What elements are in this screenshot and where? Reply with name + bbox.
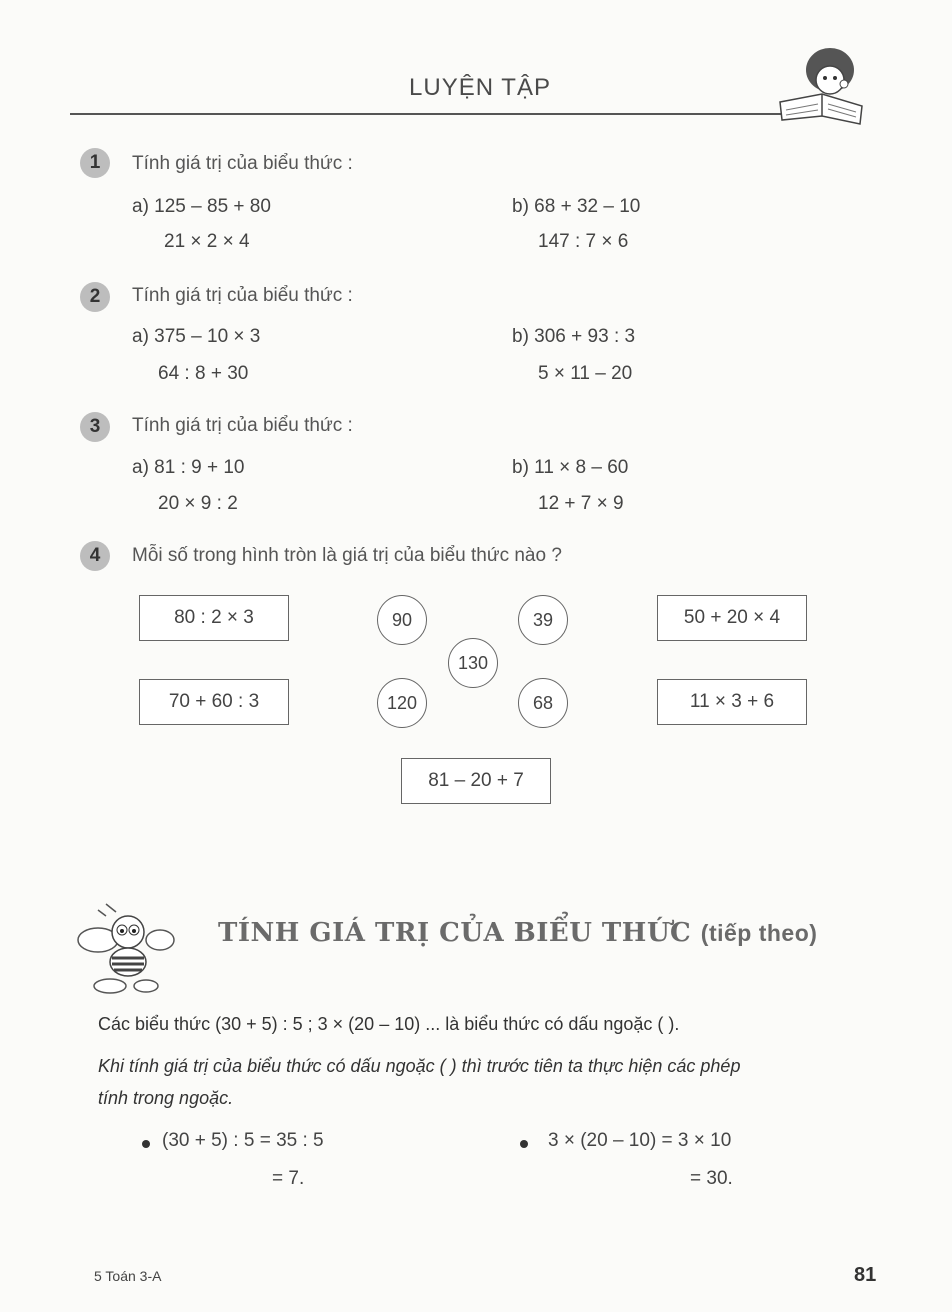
example-1-line1: (30 + 5) : 5 = 35 : 5 (162, 1130, 324, 1151)
expression-box: 50 + 20 × 4 (657, 595, 807, 641)
exercise-2b-line2: 5 × 11 – 20 (538, 363, 633, 384)
exercise-2a-line2: 64 : 8 + 30 (158, 363, 249, 384)
expression-box: 81 – 20 + 7 (401, 758, 551, 804)
exercise-1b-line1: b) 68 + 32 – 10 (512, 196, 641, 217)
reading-child-illustration (772, 36, 872, 136)
value-circle: 90 (377, 595, 427, 645)
exercise-1-number: 1 (80, 148, 110, 178)
section-title-main: TÍNH GIÁ TRỊ CỦA BIỂU THỨC (218, 918, 692, 948)
exercise-1a-line1: a) 125 – 85 + 80 (132, 196, 271, 217)
value-circle: 130 (448, 638, 498, 688)
page-number: 81 (854, 1264, 877, 1286)
exercise-2-number: 2 (80, 282, 110, 312)
exercise-2a-line1: a) 375 – 10 × 3 (132, 326, 261, 347)
section-title (218, 918, 817, 948)
section-rule-line1: Khi tính giá trị của biểu thức có dấu ngoặc ( ) thì trước tiên ta thực hiện các phép (98, 1056, 741, 1076)
exercise-1-title: Tính giá trị của biểu thức : (132, 153, 353, 174)
value-circle: 39 (518, 595, 568, 645)
section-intro: Các biểu thức (30 + 5) : 5 ; 3 × (20 – 10) ... là biểu thức có dấu ngoặc ( ). (98, 1014, 680, 1034)
exercise-3a-line1: a) 81 : 9 + 10 (132, 457, 245, 478)
section-title-sub: (tiếp theo) (700, 920, 818, 946)
value-circle: 68 (518, 678, 568, 728)
page-title: LUYỆN TẬP (409, 74, 551, 101)
exercise-3b-line2: 12 + 7 × 9 (538, 493, 624, 514)
expression-box: 70 + 60 : 3 (139, 679, 289, 725)
bullet-icon (520, 1140, 528, 1148)
exercise-3a-line2: 20 × 9 : 2 (158, 493, 238, 514)
example-1-line2: = 7. (272, 1168, 305, 1189)
exercise-3-number: 3 (80, 412, 110, 442)
example-2-line2: = 30. (690, 1168, 733, 1189)
exercise-1b-line2: 147 : 7 × 6 (538, 231, 629, 252)
exercise-2-title: Tính giá trị của biểu thức : (132, 285, 353, 306)
exercise-3b-line1: b) 11 × 8 – 60 (512, 457, 629, 478)
exercise-4-title: Mỗi số trong hình tròn là giá trị của biểu thức nào ? (132, 545, 562, 566)
section-rule-line2: tính trong ngoặc. (98, 1088, 234, 1108)
exercise-2b-line1: b) 306 + 93 : 3 (512, 326, 636, 347)
footer-book-label: 5 Toán 3-A (94, 1268, 162, 1284)
value-circle: 120 (377, 678, 427, 728)
exercise-1a-line2: 21 × 2 × 4 (164, 231, 250, 252)
bee-illustration (76, 902, 176, 998)
bullet-icon (142, 1140, 150, 1148)
expression-box: 11 × 3 + 6 (657, 679, 807, 725)
expression-box: 80 : 2 × 3 (139, 595, 289, 641)
exercise-4-number: 4 (80, 541, 110, 571)
exercise-3-title: Tính giá trị của biểu thức : (132, 415, 353, 436)
example-2-line1: 3 × (20 – 10) = 3 × 10 (548, 1130, 732, 1151)
title-rule (70, 113, 830, 115)
